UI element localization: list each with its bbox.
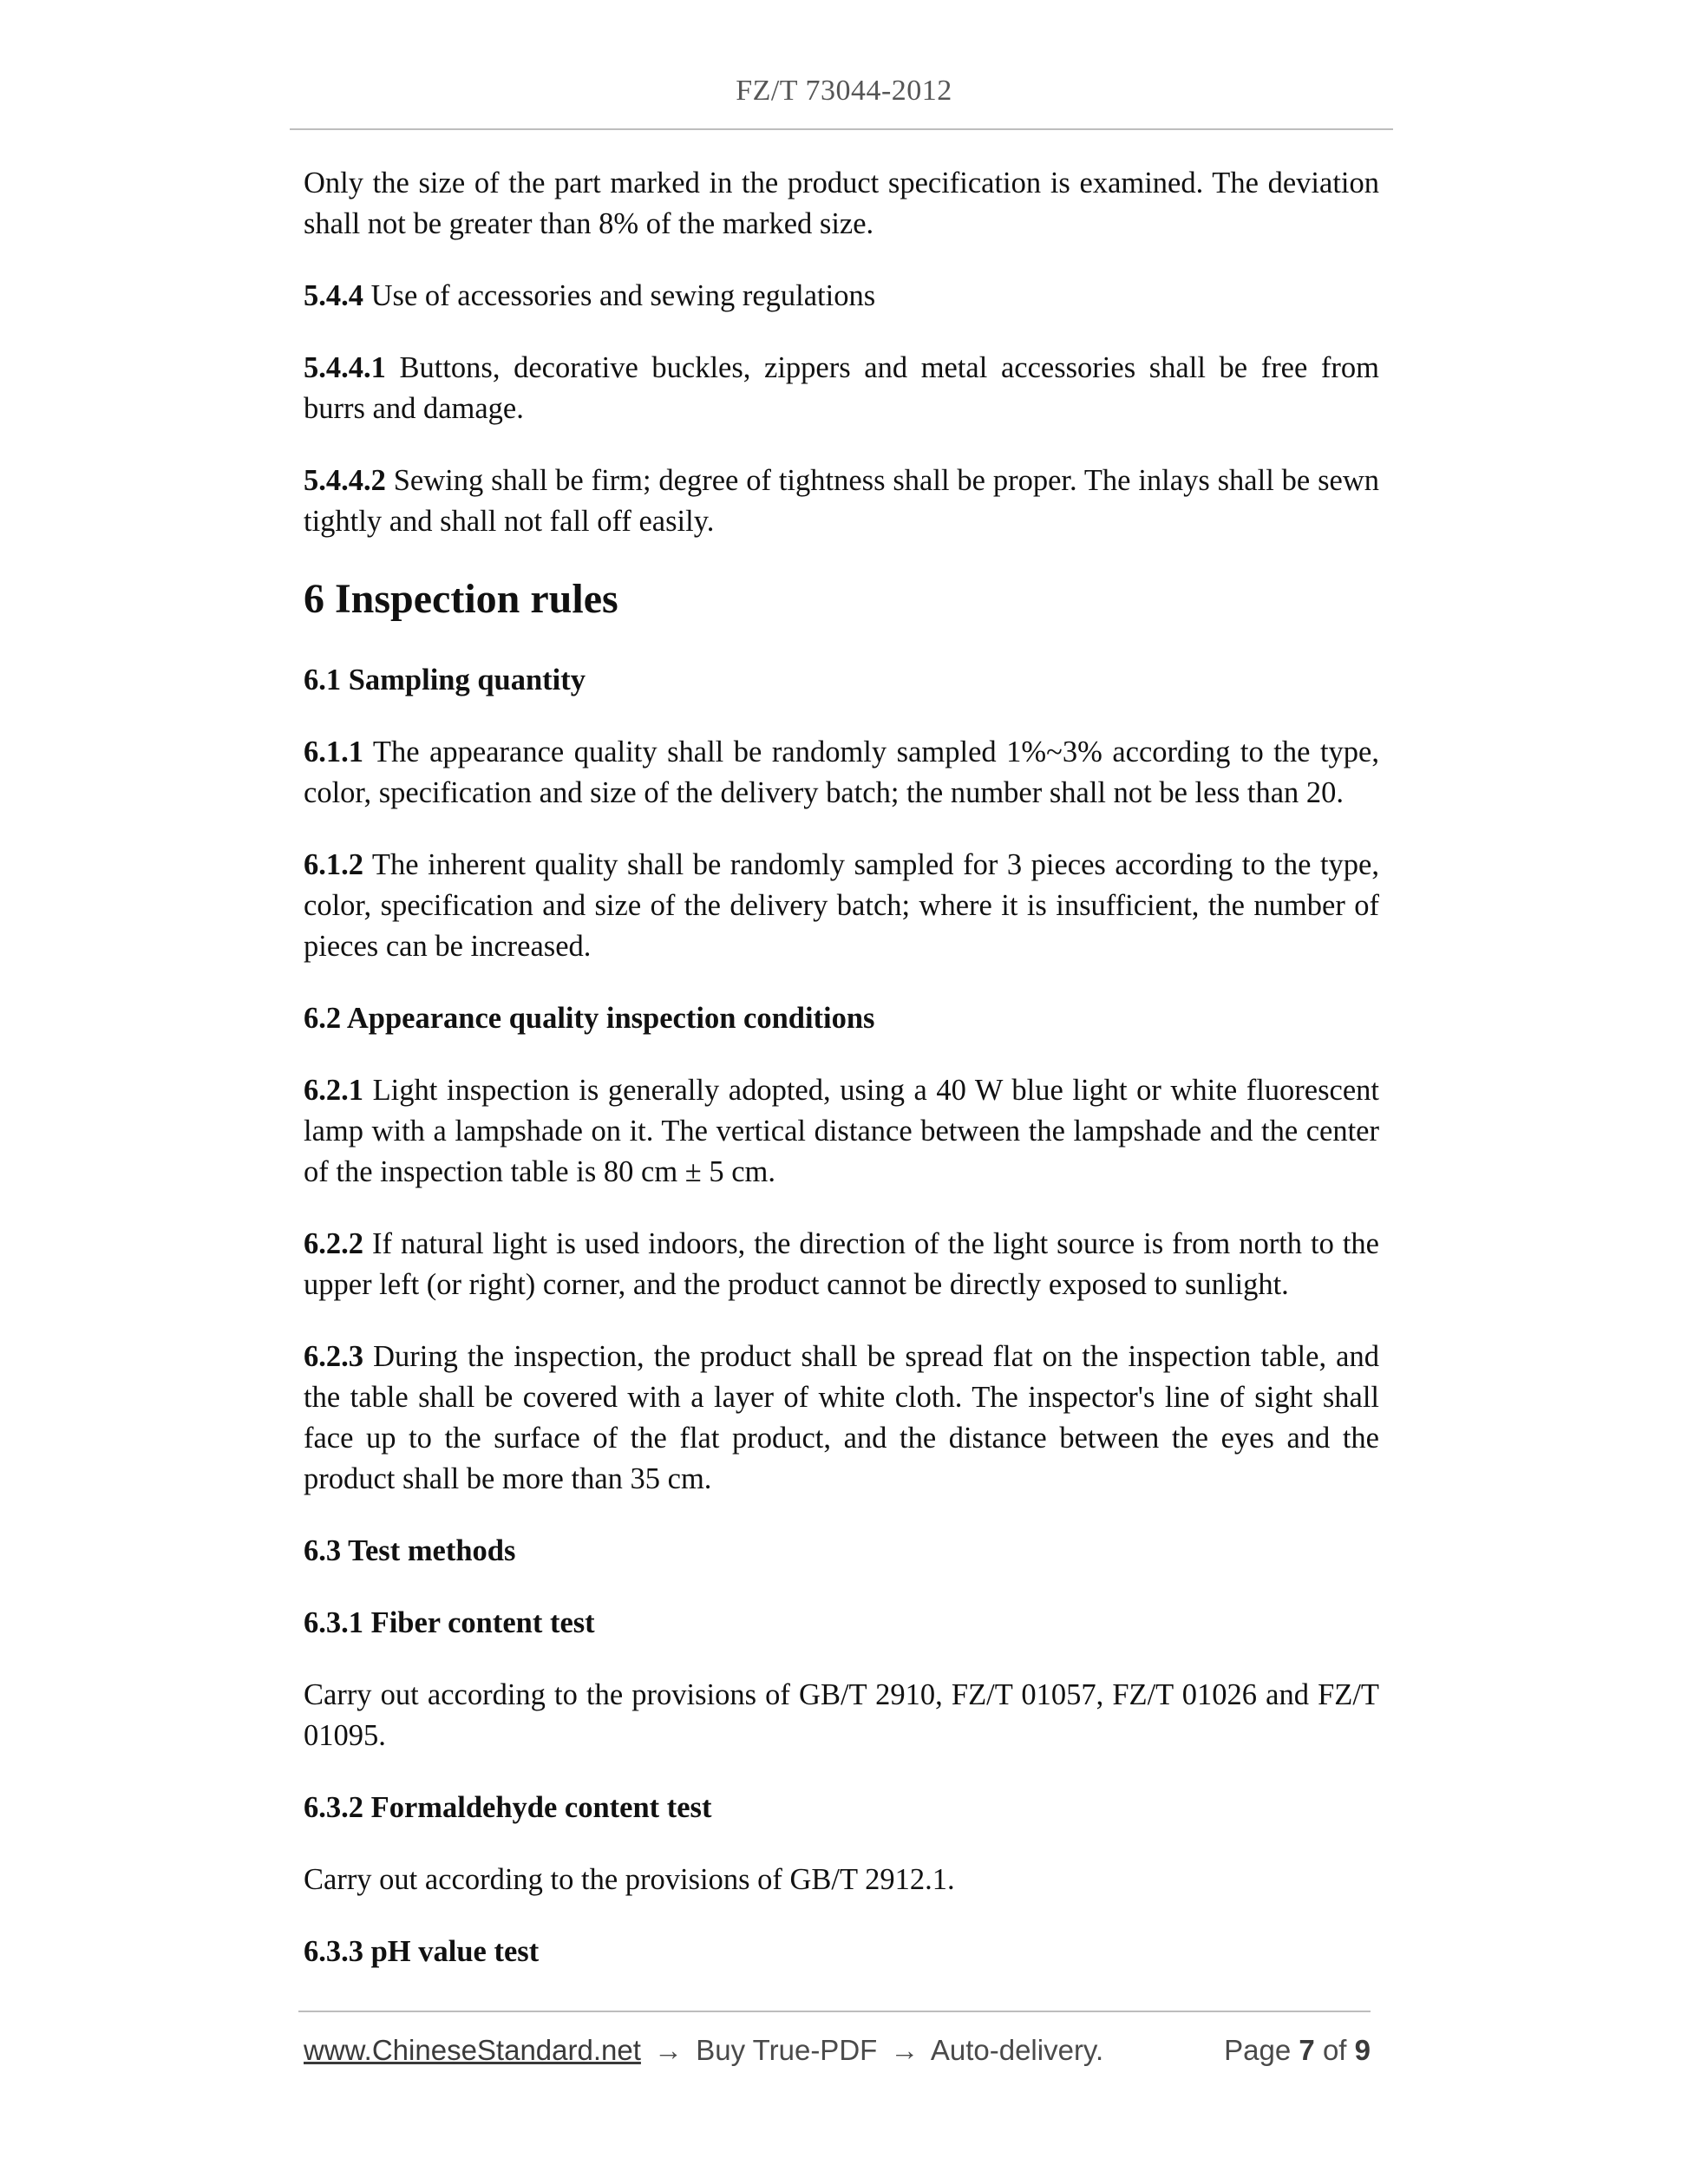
- arrow-right-icon: →: [654, 2034, 684, 2066]
- page-of-label: of: [1322, 2034, 1347, 2066]
- section-6-heading: 6 Inspection rules: [304, 576, 618, 622]
- clause-6-2-2: [304, 1224, 1379, 1305]
- clause-number: 5.4.4: [304, 279, 363, 312]
- clause-6-2-3: [304, 1337, 1379, 1500]
- clause-text: Buttons, decorative buckles, zippers and metal accessories shall be free from burrs and damage.: [304, 351, 1379, 425]
- section-6-3-1-heading: 6.3.1 Fiber content test: [304, 1606, 595, 1639]
- section-6-3-heading: 6.3 Test methods: [304, 1534, 516, 1567]
- section-6-1-heading: 6.1 Sampling quantity: [304, 664, 586, 696]
- buy-true-pdf-link[interactable]: Buy True-PDF: [696, 2034, 878, 2066]
- page-footer: [304, 2031, 1371, 2070]
- page-current: 7: [1299, 2034, 1315, 2066]
- fiber-test-paragraph: Carry out according to the provisions of GB/T 2910, FZ/T 01057, FZ/T 01026 and FZ/T 01095.: [304, 1678, 1379, 1752]
- footer-divider: [298, 2011, 1371, 2012]
- clause-number: 6.2.3: [304, 1340, 363, 1373]
- clause-text: Sewing shall be firm; degree of tightness shall be proper. The inlays shall be sewn tightly and shall not fall off easily.: [304, 464, 1379, 538]
- clause-text: Use of accessories and sewing regulations: [363, 279, 876, 312]
- formaldehyde-test-paragraph: Carry out according to the provisions of GB/T 2912.1.: [304, 1863, 955, 1896]
- clause-text: The appearance quality shall be randomly sampled 1%~3% according to the type, color, specification and size of the delivery batch; the number shall not be less than 20.: [304, 736, 1379, 809]
- standard-code-header: FZ/T 73044-2012: [736, 75, 952, 107]
- clause-number: 6.2.2: [304, 1227, 363, 1260]
- document-body: [304, 163, 1379, 2004]
- site-link[interactable]: www.ChineseStandard.net: [304, 2034, 641, 2066]
- section-6-3-2-heading: 6.3.2 Formaldehyde content test: [304, 1791, 712, 1824]
- clause-text: Light inspection is generally adopted, using a 40 W blue light or white fluorescent lamp with a lampshade on it. The vertical distance between the lampshade and the center of the inspection table is 80 cm ± 5 cm.: [304, 1074, 1379, 1188]
- clause-5-4-4-2: [304, 461, 1379, 542]
- clause-number: 6.2.1: [304, 1074, 363, 1107]
- clause-number: 5.4.4.1: [304, 351, 386, 384]
- header-divider: [290, 128, 1393, 130]
- section-6-2-heading: 6.2 Appearance quality inspection conditions: [304, 1002, 875, 1035]
- page-total: 9: [1354, 2034, 1371, 2066]
- clause-text: During the inspection, the product shall be spread flat on the inspection table, and the table shall be covered with a layer of white cloth. The inspector's line of sight shall face up to the surface of the flat product, and the distance between the eyes and the product shall be more than 35 cm.: [304, 1340, 1379, 1495]
- clause-6-2-1: [304, 1070, 1379, 1193]
- clause-number: 6.1.1: [304, 736, 363, 768]
- clause-text: If natural light is used indoors, the direction of the light source is from north to the upper left (or right) corner, and the product cannot be directly exposed to sunlight.: [304, 1227, 1379, 1301]
- page-indicator: [1224, 2031, 1371, 2070]
- clause-6-1-2: [304, 845, 1379, 967]
- clause-5-4-4: [304, 276, 1379, 317]
- clause-text: The inherent quality shall be randomly sampled for 3 pieces according to the type, color, specification and size of the delivery batch; where it is insufficient, the number of pieces can be increased.: [304, 848, 1379, 963]
- auto-delivery-text: Auto-delivery.: [930, 2034, 1104, 2066]
- clause-6-1-1: [304, 732, 1379, 814]
- section-6-3-3-heading: 6.3.3 pH value test: [304, 1935, 540, 1968]
- page-label: Page: [1224, 2034, 1292, 2066]
- clause-5-4-4-1: [304, 348, 1379, 429]
- clause-number: 5.4.4.2: [304, 464, 386, 497]
- arrow-right-icon: →: [890, 2034, 919, 2066]
- size-deviation-paragraph: Only the size of the part marked in the product specification is examined. The deviation shall not be greater than 8% of the marked size.: [304, 167, 1379, 240]
- clause-number: 6.1.2: [304, 848, 363, 881]
